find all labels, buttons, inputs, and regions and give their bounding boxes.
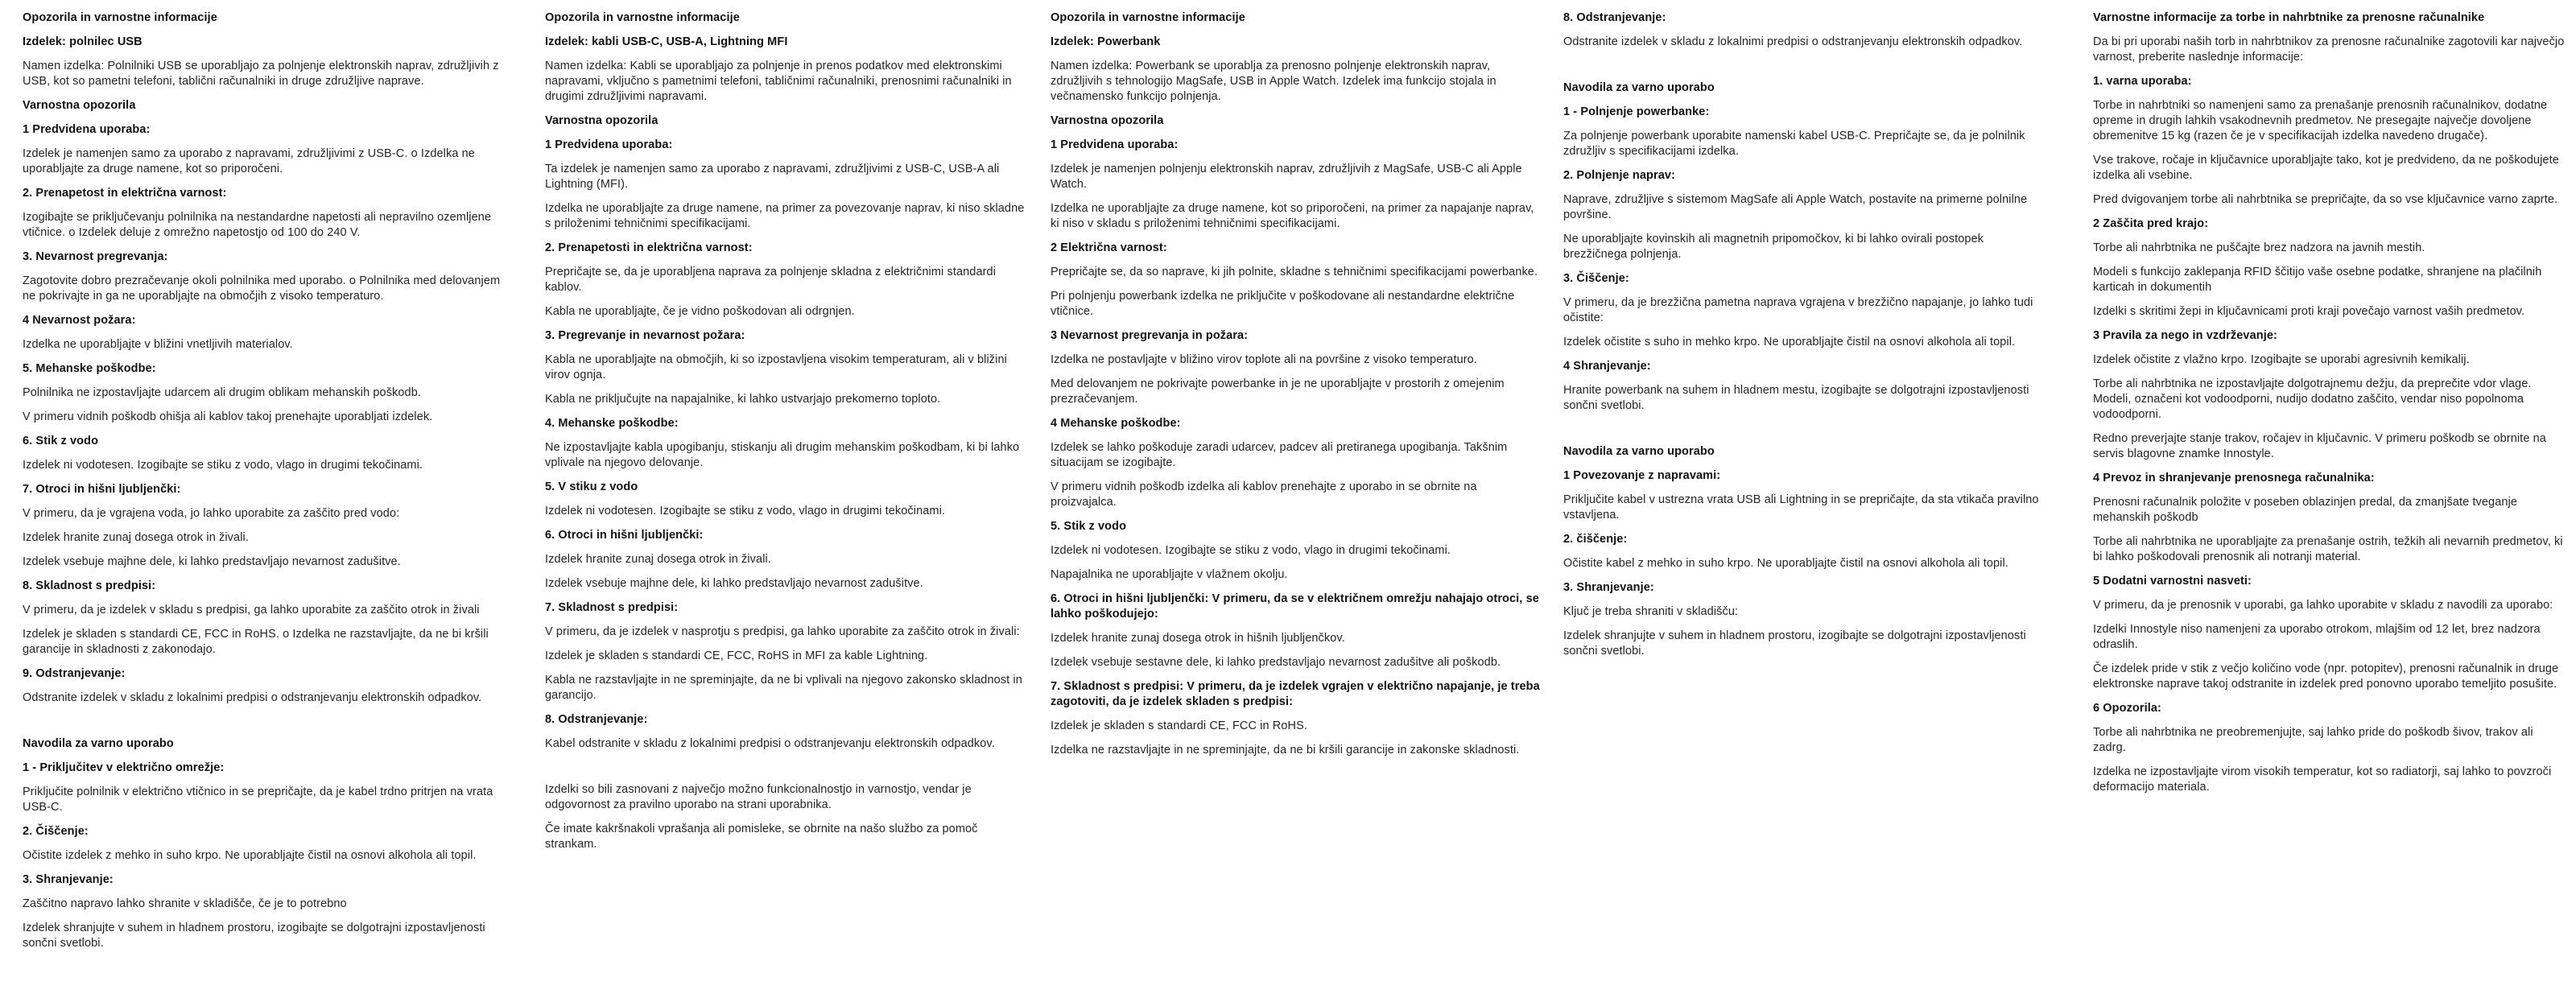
paragraph: Izdelek je skladen s standardi CE, FCC, RoHS in MFI za kable Lightning.: [545, 649, 928, 662]
paragraph: Izdelka ne uporabljajte za druge namene, kot so priporočeni, na primer za napajanje naprav, ki niso v skladu s priloženimi tehničnimi specifikacijami.: [1051, 202, 1534, 230]
section-heading: 4 Nevarnost požara:: [23, 314, 136, 327]
paragraph: Izdelek vsebuje sestavne dele, ki lahko predstavljajo nevarnost zadušitve ali poškodb.: [1051, 656, 1501, 669]
paragraph: Izdelek shranjujte v suhem in hladnem prostoru, izogibajte se dolgotrajni izpostavljenosti sončni svetlobi.: [1563, 629, 2026, 658]
section-heading: 7. Skladnost s predpisi:: [545, 601, 679, 614]
section-heading: 5. Mehanske poškodbe:: [23, 362, 156, 375]
section-heading: 8. Odstranjevanje:: [545, 713, 648, 726]
section-heading: 6. Otroci in hišni ljubljenčki:: [545, 529, 704, 542]
paragraph: Med delovanjem ne pokrivajte powerbanke in je ne uporabljajte v prostorih z omejenim prezračevanjem.: [1051, 377, 1505, 406]
paragraph: V primeru, da je prenosnik v uporabi, ga lahko uporabite v skladu z navodili za uporabo:: [2093, 599, 2553, 612]
section-heading: 5. V stiku z vodo: [545, 480, 638, 493]
section-heading: 2. Prenapetost in električna varnost:: [23, 187, 227, 200]
section-heading: 1 - Polnjenje powerbanke:: [1563, 105, 1710, 118]
section-heading: 1 - Priključitev v električno omrežje:: [23, 761, 225, 774]
section-heading: 3. Shranjevanje:: [23, 873, 114, 886]
paragraph: Da bi pri uporabi naših torb in nahrbtnikov za prenosne računalnike zagotovili kar največjo varnost, preberite naslednje informacije:: [2093, 35, 2565, 64]
paragraph: Če imate kakršnakoli vprašanja ali pomisleke, se obrnite na našo službo za pomoč strankam.: [545, 823, 978, 851]
paragraph: Torbe ali nahrbtnika ne izpostavljajte dolgotrajnemu dežju, da preprečite vdor vlage. Modeli, označeni kot vodoodporni, nudijo dodatno zaščito, vendar niso popolnoma vodoodporni.: [2093, 377, 2532, 421]
paragraph: Kabla ne priključujte na napajalnike, ki lahko ustvarjajo prekomerno toploto.: [545, 393, 941, 406]
paragraph: Za polnjenje powerbank uporabite namenski kabel USB-C. Prepričajte se, da je polnilnik združljiv s specifikacijami izdelka.: [1563, 130, 2025, 158]
column-cables: [545, 10, 1033, 861]
spacer: [1563, 59, 2050, 80]
section-heading: 3. Čiščenje:: [1563, 272, 1629, 285]
paragraph: Izdelek vsebuje majhne dele, ki lahko predstavljajo nevarnost zadušitve.: [23, 555, 401, 568]
paragraph: Kabla ne razstavljajte in ne spreminjajte, da ne bi vplivali na njegovo zakonsko skladnost in garancijo.: [545, 674, 1022, 702]
section-heading: Izdelek: kabli USB-C, USB-A, Lightning MFI: [545, 35, 788, 48]
section-heading: Varnostne informacije za torbe in nahrbtnike za prenosne računalnike: [2093, 11, 2485, 24]
section-heading: Opozorila in varnostne informacije: [23, 11, 217, 24]
section-heading: 2 Električna varnost:: [1051, 241, 1167, 254]
paragraph: Izdelek je skladen s standardi CE, FCC in RoHS. o Izdelka ne razstavljajte, da ne bi kršili garancije in skladnosti z zakonodajo.: [23, 628, 489, 656]
section-heading: 1 Predvidena uporaba:: [545, 138, 673, 151]
paragraph: Izdelek se lahko poškoduje zaradi udarcev, padcev ali pretiranega upogibanja. Takšnim situacijam se izogibajte.: [1051, 441, 1508, 469]
section-heading: 8. Odstranjevanje:: [1563, 11, 1666, 24]
section-heading: 5 Dodatni varnostni nasveti:: [2093, 575, 2252, 588]
paragraph: Izogibajte se priključevanju polnilnika na nestandardne napetosti ali nepravilno ozemljene vtičnice. o Izdelek deluje z omrežno napetostjo od 100 do 240 V.: [23, 211, 492, 239]
paragraph: Izdelek hranite zunaj dosega otrok in živali.: [545, 553, 771, 566]
section-heading: 6. Otroci in hišni ljubljenčki: V primeru, da se v električnem omrežju nahajajo otroci, se lahko poškodujejo:: [1051, 592, 1539, 621]
paragraph: Odstranite izdelek v skladu z lokalnimi predpisi o odstranjevanju elektronskih odpadkov.: [1563, 35, 2023, 48]
paragraph: Ta izdelek je namenjen samo za uporabo z napravami, združljivimi z USB-C, USB-A ali Lightning (MFI).: [545, 163, 1000, 191]
paragraph: Izdelek je namenjen samo za uporabo z napravami, združljivimi z USB-C. o Izdelka ne uporabljajte za druge namene, kot so priporočeni.: [23, 147, 475, 175]
section-heading: Navodila za varno uporabo: [1563, 445, 1715, 458]
paragraph: Torbe ali nahrbtnika ne uporabljajte za prenašanje ostrih, težkih ali nevarnih predmetov, ki bi lahko poškodovali prenosnik ali notranji material.: [2093, 535, 2563, 563]
paragraph: Zaščitno napravo lahko shranite v skladišče, če je to potrebno: [23, 897, 347, 910]
paragraph: Vse trakove, ročaje in ključavnice uporabljajte tako, kot je predvideno, da ne poškodujete izdelka ali vsebine.: [2093, 154, 2559, 182]
paragraph: Priključite kabel v ustrezna vrata USB ali Lightning in se prepričajte, da sta vtikača pravilno vstavljena.: [1563, 493, 2039, 522]
paragraph: Kabla ne uporabljajte na območjih, ki so izpostavljena visokim temperaturam, ali v bližini virov ognja.: [545, 353, 1007, 381]
paragraph: Zagotovite dobro prezračevanje okoli polnilnika med uporabo. o Polnilnika med delovanjem ne pokrivajte in ga ne uporabljajte na območjih z visoko temperaturo.: [23, 274, 501, 303]
paragraph: Izdelek je skladen s standardi CE, FCC in RoHS.: [1051, 719, 1307, 732]
paragraph: Izdelek očistite s suho in mehko krpo. Ne uporabljajte čistil na osnovi alkohola ali topil.: [1563, 336, 2016, 348]
paragraph: Polnilnika ne izpostavljajte udarcem ali drugim oblikam mehanskih poškodb.: [23, 386, 422, 399]
section-heading: Izdelek: Powerbank: [1051, 35, 1161, 48]
section-heading: 2 Zaščita pred krajo:: [2093, 217, 2209, 230]
paragraph: Izdelki s skritimi žepi in ključavnicami proti kraji povečajo varnost vaših predmetov.: [2093, 305, 2525, 318]
paragraph: Izdelek vsebuje majhne dele, ki lahko predstavljajo nevarnost zadušitve.: [545, 577, 923, 590]
paragraph: Izdelek hranite zunaj dosega otrok in hišnih ljubljenčkov.: [1051, 632, 1345, 645]
paragraph: Izdelek hranite zunaj dosega otrok in živali.: [23, 531, 249, 544]
paragraph: V primeru, da je brezžična pametna naprava vgrajena v brezžično napajanje, jo lahko tudi očistite:: [1563, 296, 2033, 324]
section-heading: 4 Shranjevanje:: [1563, 360, 1651, 373]
paragraph: Očistite izdelek z mehko in suho krpo. Ne uporabljajte čistil na osnovi alkohola ali topil.: [23, 849, 477, 862]
section-heading: 1 Predvidena uporaba:: [1051, 138, 1179, 151]
section-heading: 2. Polnjenje naprav:: [1563, 169, 1675, 182]
paragraph: Kabla ne uporabljajte, če je vidno poškodovan ali odrgnjen.: [545, 305, 855, 318]
column-usb-charger: [23, 10, 507, 960]
paragraph: Priključite polnilnik v električno vtičnico in se prepričajte, da je kabel trdno pritrjen na vrata USB-C.: [23, 785, 493, 814]
section-heading: Varnostna opozorila: [545, 114, 658, 127]
column-usage-instructions: [1563, 10, 2050, 668]
paragraph: Ne izpostavljajte kabla upogibanju, stiskanju ali drugim mehanskim poškodbam, ki bi lahko vplivale na njegovo delovanje.: [545, 441, 1020, 469]
section-heading: Varnostna opozorila: [1051, 114, 1164, 127]
paragraph: V primeru vidnih poškodb ohišja ali kablov takoj prenehajte uporabljati izdelek.: [23, 410, 433, 423]
paragraph: Izdelka ne uporabljajte v bližini vnetljivih materialov.: [23, 338, 293, 351]
paragraph: Če izdelek pride v stik z večjo količino vode (npr. potopitev), prenosni računalnik in druge elektronske naprave takoj odstranite in izdelek pred ponovno uporabo temeljito posušite.: [2093, 662, 2559, 691]
paragraph: Izdelka ne izpostavljajte virom visokih temperatur, kot so radiatorji, saj lahko to povzroči deformacijo materiala.: [2093, 765, 2552, 794]
paragraph: Izdelek ni vodotesen. Izogibajte se stiku z vodo, vlago in drugimi tekočinami.: [23, 459, 423, 472]
section-heading: 9. Odstranjevanje:: [23, 667, 126, 680]
paragraph: Izdelka ne razstavljajte in ne spreminjajte, da ne bi kršili garancije in zakonske skladnosti.: [1051, 744, 1520, 757]
paragraph: Izdelka ne postavljajte v bližino virov toplote ali na površine z visoko temperaturo.: [1051, 353, 1477, 366]
section-heading: 6 Opozorila:: [2093, 702, 2161, 715]
section-heading: 5. Stik z vodo: [1051, 520, 1127, 533]
section-heading: 3. Pregrevanje in nevarnost požara:: [545, 329, 745, 342]
paragraph: Napajalnika ne uporabljajte v vlažnem okolju.: [1051, 568, 1288, 581]
section-heading: Navodila za varno uporabo: [1563, 81, 1715, 94]
paragraph: Izdelka ne uporabljajte za druge namene, na primer za povezovanje naprav, ki niso skladne s priloženimi tehničnimi specifikacijami.: [545, 202, 1025, 230]
paragraph: Namen izdelka: Kabli se uporabljajo za polnjenje in prenos podatkov med elektronskimi napravami, vključno s pametnimi telefoni, tabličnimi računalniki, prenosnimi računalniki in drugimi združljivimi napravami.: [545, 60, 1012, 103]
section-heading: 3. Shranjevanje:: [1563, 581, 1654, 594]
paragraph: Modeli s funkcijo zaklepanja RFID ščitijo vaše osebne podatke, shranjene na plačilnih karticah in dokumentih: [2093, 266, 2542, 294]
paragraph: Pri polnjenju powerbank izdelka ne priključite v poškodovane ali nestandardne električne vtičnice.: [1051, 290, 1515, 318]
paragraph: Hranite powerbank na suhem in hladnem mestu, izogibajte se dolgotrajni izpostavljenosti sončni svetlobi.: [1563, 384, 2029, 412]
paragraph: Ne uporabljajte kovinskih ali magnetnih pripomočkov, ki bi lahko ovirali postopek brezžičnega polnjenja.: [1563, 233, 1984, 261]
paragraph: Prepričajte se, da je uporabljena naprava za polnjenje skladna z električnimi standardi kablov.: [545, 266, 997, 294]
section-heading: 4. Mehanske poškodbe:: [545, 417, 679, 430]
section-heading: Opozorila in varnostne informacije: [545, 11, 740, 24]
section-heading: 8. Skladnost s predpisi:: [23, 579, 156, 592]
section-heading: 2. čiščenje:: [1563, 533, 1628, 546]
section-heading: 3 Pravila za nego in vzdrževanje:: [2093, 329, 2277, 342]
section-heading: 1 Predvidena uporaba:: [23, 123, 151, 136]
paragraph: V primeru vidnih poškodb izdelka ali kablov prenehajte z uporabo in se obrnite na proizvajalca.: [1051, 480, 1477, 509]
section-heading: 4 Prevoz in shranjevanje prenosnega računalnika:: [2093, 472, 2375, 484]
section-heading: 1. varna uporaba:: [2093, 75, 2192, 88]
section-heading: 7. Otroci in hišni ljubljenčki:: [23, 483, 181, 496]
paragraph: V primeru, da je izdelek v nasprotju s predpisi, ga lahko uporabite za zaščito otrok in živali:: [545, 625, 1020, 638]
paragraph: Očistite kabel z mehko in suho krpo. Ne uporabljajte čistil na osnovi alkohola ali topil.: [1563, 557, 2008, 570]
paragraph: Namen izdelka: Polnilniki USB se uporabljajo za polnjenje elektronskih naprav, združljivih z USB, kot so pametni telefoni, tablični računalniki in druge združljive naprave.: [23, 60, 499, 88]
paragraph: Redno preverjajte stanje trakov, ročajev in ključavnic. V primeru poškodb se obrnite na servis blagovne znamke Innostyle.: [2093, 432, 2546, 460]
paragraph: Izdelek očistite z vlažno krpo. Izogibajte se uporabi agresivnih kemikalij.: [2093, 353, 2470, 366]
section-heading: Varnostna opozorila: [23, 99, 136, 112]
paragraph: Izdelki so bili zasnovani z največjo možno funkcionalnostjo in varnostjo, vendar je odgovornost za pravilno uporabo na strani uporabnika.: [545, 783, 972, 811]
spacer: [23, 715, 507, 736]
paragraph: Naprave, združljive s sistemom MagSafe ali Apple Watch, postavite na primerne polnilne površine.: [1563, 193, 2028, 221]
paragraph: Kabel odstranite v skladu z lokalnimi predpisi o odstranjevanju elektronskih odpadkov.: [545, 737, 995, 750]
section-heading: 3. Nevarnost pregrevanja:: [23, 250, 168, 263]
column-laptop-bags: [2093, 10, 2568, 804]
paragraph: Ključ je treba shraniti v skladišču:: [1563, 605, 1739, 618]
paragraph: Pred dvigovanjem torbe ali nahrbtnika se prepričajte, da so vse ključavnice varno zaprte.: [2093, 193, 2558, 206]
section-heading: 6. Stik z vodo: [23, 435, 99, 447]
paragraph: V primeru, da je izdelek v skladu s predpisi, ga lahko uporabite za zaščito otrok in živali: [23, 604, 480, 616]
column-powerbank: [1051, 10, 1542, 767]
section-heading: 4 Mehanske poškodbe:: [1051, 417, 1181, 430]
paragraph: Torbe in nahrbtniki so namenjeni samo za prenašanje prenosnih računalnikov, dodatne opreme in drugih lahkih vsakodnevnih predmetov. Ne presegajte največje dovoljene obremenitve 15 kg (razen če je v specifikacijah izdelka navedeno drugače).: [2093, 99, 2548, 142]
section-heading: 7. Skladnost s predpisi: V primeru, da je izdelek vgrajen v električno napajanje, je treba zagotoviti, da je izdelek skladen s predpisi:: [1051, 680, 1540, 708]
paragraph: Prepričajte se, da so naprave, ki jih polnite, skladne s tehničnimi specifikacijami powerbanke.: [1051, 266, 1538, 278]
section-heading: 2. Prenapetosti in električna varnost:: [545, 241, 753, 254]
paragraph: Izdelek shranjujte v suhem in hladnem prostoru, izogibajte se dolgotrajni izpostavljenosti sončni svetlobi.: [23, 921, 485, 950]
section-heading: Izdelek: polnilec USB: [23, 35, 142, 48]
spacer: [545, 761, 1033, 782]
paragraph: Prenosni računalnik položite v poseben oblazinjen predal, da zmanjšate tveganje mehanskih poškodb: [2093, 496, 2518, 524]
section-heading: Opozorila in varnostne informacije: [1051, 11, 1245, 24]
section-heading: 3 Nevarnost pregrevanja in požara:: [1051, 329, 1249, 342]
paragraph: Izdelki Innostyle niso namenjeni za uporabo otrokom, mlajšim od 12 let, brez nadzora odraslih.: [2093, 623, 2541, 651]
paragraph: Torbe ali nahrbtnika ne preobremenjujte, saj lahko pride do poškodb šivov, trakov ali zadrg.: [2093, 726, 2533, 754]
paragraph: Odstranite izdelek v skladu z lokalnimi predpisi o odstranjevanju elektronskih odpadkov.: [23, 691, 482, 704]
paragraph: Izdelek je namenjen polnjenju elektronskih naprav, združljivih z MagSafe, USB-C ali Apple Watch.: [1051, 163, 1522, 191]
spacer: [1563, 423, 2050, 444]
paragraph: Izdelek ni vodotesen. Izogibajte se stiku z vodo, vlago in drugimi tekočinami.: [1051, 544, 1451, 557]
paragraph: Izdelek ni vodotesen. Izogibajte se stiku z vodo, vlago in drugimi tekočinami.: [545, 505, 946, 517]
paragraph: Namen izdelka: Powerbank se uporablja za prenosno polnjenje elektronskih naprav, združljivih s tehnologijo MagSafe, USB in Apple Watch. Izdelek ima funkcijo stojala in večnamensko funkcijo polnjenja.: [1051, 60, 1496, 103]
paragraph: Torbe ali nahrbtnika ne puščajte brez nadzora na javnih mestih.: [2093, 241, 2425, 254]
section-heading: 2. Čiščenje:: [23, 825, 89, 838]
section-heading: 1 Povezovanje z napravami:: [1563, 469, 1721, 482]
paragraph: V primeru, da je vgrajena voda, jo lahko uporabite za zaščito pred vodo:: [23, 507, 400, 520]
section-heading: Navodila za varno uporabo: [23, 737, 174, 750]
